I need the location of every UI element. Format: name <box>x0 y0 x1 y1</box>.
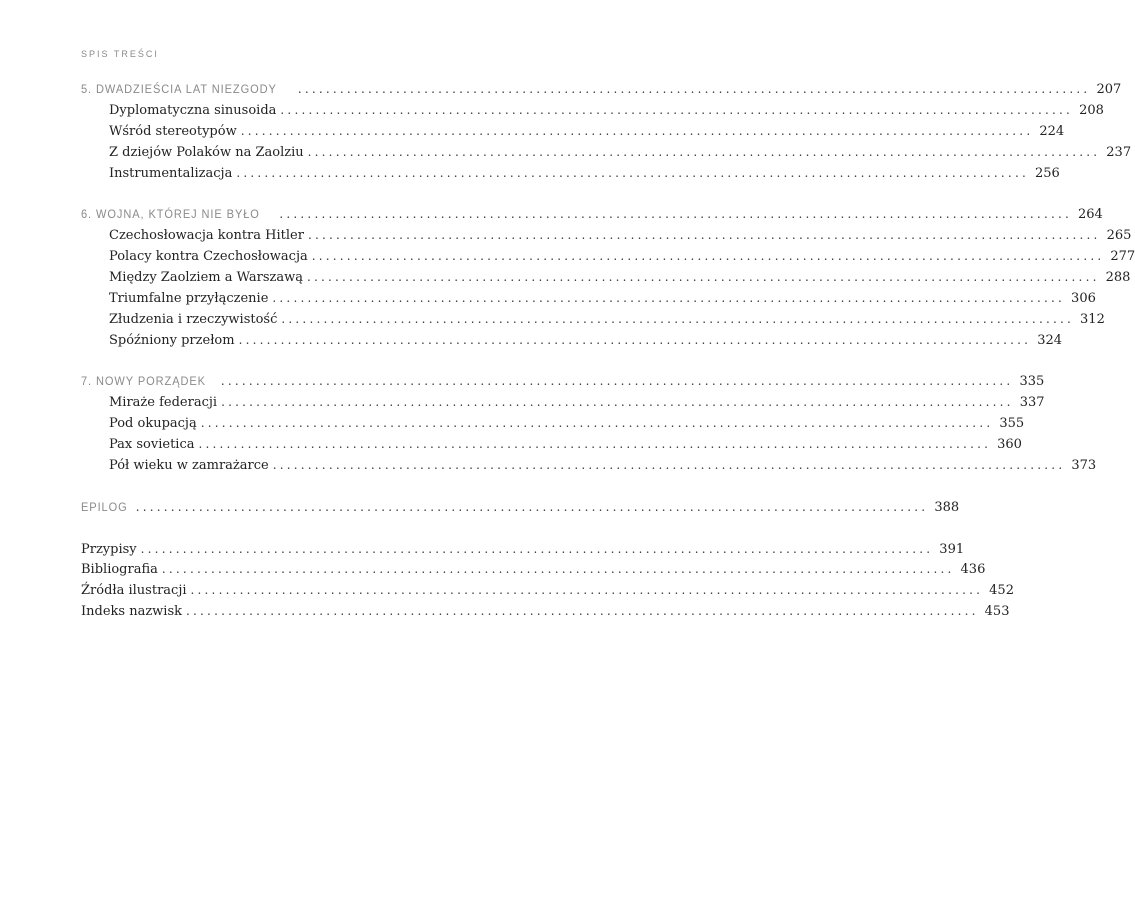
toc-entry-title: Między Zaolziem a Warszawą <box>109 270 303 286</box>
toc-page-number: 207 <box>1096 82 1122 97</box>
toc-section-row[interactable] <box>81 225 1132 246</box>
toc-leader-dots: ................................................................................................................. <box>272 458 1066 473</box>
toc-section-row[interactable] <box>81 163 1060 184</box>
toc-leader-dots: ................................................................................................................. <box>140 541 934 556</box>
toc-page-number: 265 <box>1106 228 1132 244</box>
toc-entry-title: 5. DWADZIEŚCIA LAT NIEZGODY <box>81 82 277 96</box>
toc-spacer <box>81 183 513 204</box>
toc-page-number: 453 <box>984 604 1010 620</box>
toc-entry-title: Indeks nazwisk <box>81 604 183 620</box>
toc-page-number: 335 <box>1019 374 1045 390</box>
toc-entry-title: Triumfalne przyłączenie <box>109 290 269 306</box>
toc-spacer <box>81 518 513 539</box>
toc-entry-title: Spóźniony przełom <box>109 332 235 348</box>
toc-page-number: 264 <box>1078 207 1103 223</box>
toc-backmatter-row[interactable] <box>81 559 986 580</box>
toc-leader-dots: ................................................................................................................. <box>306 270 1100 285</box>
toc-section-row[interactable] <box>81 392 1045 413</box>
toc-chapter-row[interactable] <box>81 79 1122 100</box>
toc-entry-title: Źródła ilustracji <box>81 583 187 599</box>
toc-page-number: 391 <box>939 541 965 557</box>
toc-leader-dots: ................................................................................................................. <box>307 144 1101 159</box>
toc-leader-dots: ................................................................................................................. <box>311 249 1105 264</box>
toc-leader-dots: ................................................................................................................. <box>186 604 979 619</box>
toc-backmatter-row[interactable] <box>81 601 1010 622</box>
toc-chapter-row[interactable] <box>81 204 1103 225</box>
toc-entry-title: Złudzenia i rzeczywistość <box>109 311 278 327</box>
toc-leader-dots: ................................................................................................................. <box>272 290 1066 305</box>
toc-page-number: 337 <box>1019 395 1045 411</box>
toc-entry-title: Przypisy <box>81 541 137 557</box>
toc-page-number: 312 <box>1080 311 1105 327</box>
toc-entry-title: Miraże federacji <box>109 395 218 411</box>
toc-entry-title: 6. WOJNA, KTÓREJ NIE BYŁO <box>81 207 260 222</box>
toc-entry-title: EPILOG <box>81 499 128 514</box>
toc-page-number: 373 <box>1071 458 1097 474</box>
toc-section-row[interactable] <box>81 288 1096 309</box>
toc-section-row[interactable] <box>81 434 1022 455</box>
toc-page-number: 224 <box>1039 123 1065 139</box>
toc-page-number: 360 <box>997 437 1022 453</box>
toc-spacer <box>81 476 513 497</box>
toc-entry-title: 7. NOWY PORZĄDEK <box>81 374 206 389</box>
toc-leader-dots: ................................................................................................................. <box>238 332 1032 347</box>
running-head: SPIS TREŚCI <box>81 49 159 59</box>
toc-section-row[interactable] <box>81 100 1104 121</box>
toc-entry-title: Dyplomatyczna sinusoida <box>109 102 277 118</box>
toc-backmatter-row[interactable] <box>81 580 1014 601</box>
toc-leader-dots: ................................................................................................................. <box>279 207 1073 222</box>
toc-leader-dots: ................................................................................................................. <box>307 228 1101 243</box>
toc-page-number: 388 <box>934 499 960 515</box>
toc-page-number: 355 <box>999 416 1025 432</box>
toc-page-number: 288 <box>1105 270 1131 286</box>
toc-page-number: 436 <box>960 562 986 578</box>
toc-entry-title: Pół wieku w zamrażarce <box>109 458 269 474</box>
toc-entry-title: Polacy kontra Czechosłowacja <box>109 249 308 265</box>
toc-backmatter-row[interactable] <box>81 539 965 560</box>
toc-leader-dots: ................................................................................................................. <box>240 123 1034 138</box>
toc-page-number: 306 <box>1071 290 1096 306</box>
toc-entry-title: Instrumentalizacja <box>109 165 233 181</box>
toc-leader-dots: ................................................................................................................. <box>190 583 984 598</box>
toc-leader-dots: ................................................................................................................. <box>236 165 1029 180</box>
toc-section-row[interactable] <box>81 246 1135 267</box>
toc-page-number: 208 <box>1079 102 1104 118</box>
toc-chapter-row[interactable] <box>81 371 1045 392</box>
toc-section-row[interactable] <box>81 309 1105 330</box>
toc-leader-dots: ................................................................................................................. <box>280 102 1074 117</box>
table-of-contents <box>81 79 1135 622</box>
toc-leader-dots: ................................................................................................................. <box>161 562 955 577</box>
toc-entry-title: Pax sovietica <box>109 437 195 453</box>
toc-section-row[interactable] <box>81 413 1025 434</box>
toc-leader-dots: ................................................................................................................. <box>198 437 992 452</box>
toc-leader-dots: ................................................................................................................. <box>220 374 1014 389</box>
toc-entry-title: Pod okupacją <box>109 416 197 432</box>
toc-page-number: 324 <box>1037 332 1063 348</box>
toc-entry-title: Czechosłowacja kontra Hitler <box>109 228 304 244</box>
toc-page-number: 237 <box>1106 144 1132 160</box>
toc-page-number: 277 <box>1110 249 1135 265</box>
toc-entry-title: Z dziejów Polaków na Zaolziu <box>109 144 304 160</box>
toc-leader-dots: ................................................................................................................. <box>297 82 1091 96</box>
toc-leader-dots: ................................................................................................................. <box>200 416 994 431</box>
toc-entry-title: Wśród stereotypów <box>109 123 237 139</box>
toc-section-row[interactable] <box>81 330 1063 351</box>
toc-leader-dots: ................................................................................................................. <box>221 395 1014 410</box>
toc-leader-dots: ................................................................................................................. <box>135 499 929 514</box>
toc-spacer <box>81 351 513 372</box>
toc-section-row[interactable] <box>81 267 1131 288</box>
toc-chapter-row[interactable] <box>81 497 960 518</box>
toc-section-row[interactable] <box>81 142 1132 163</box>
toc-section-row[interactable] <box>81 455 1097 476</box>
toc-section-row[interactable] <box>81 121 1065 142</box>
toc-leader-dots: ................................................................................................................. <box>281 311 1075 326</box>
toc-page-number: 452 <box>989 583 1014 599</box>
toc-page-number: 256 <box>1034 165 1060 181</box>
toc-entry-title: Bibliografia <box>81 562 158 578</box>
